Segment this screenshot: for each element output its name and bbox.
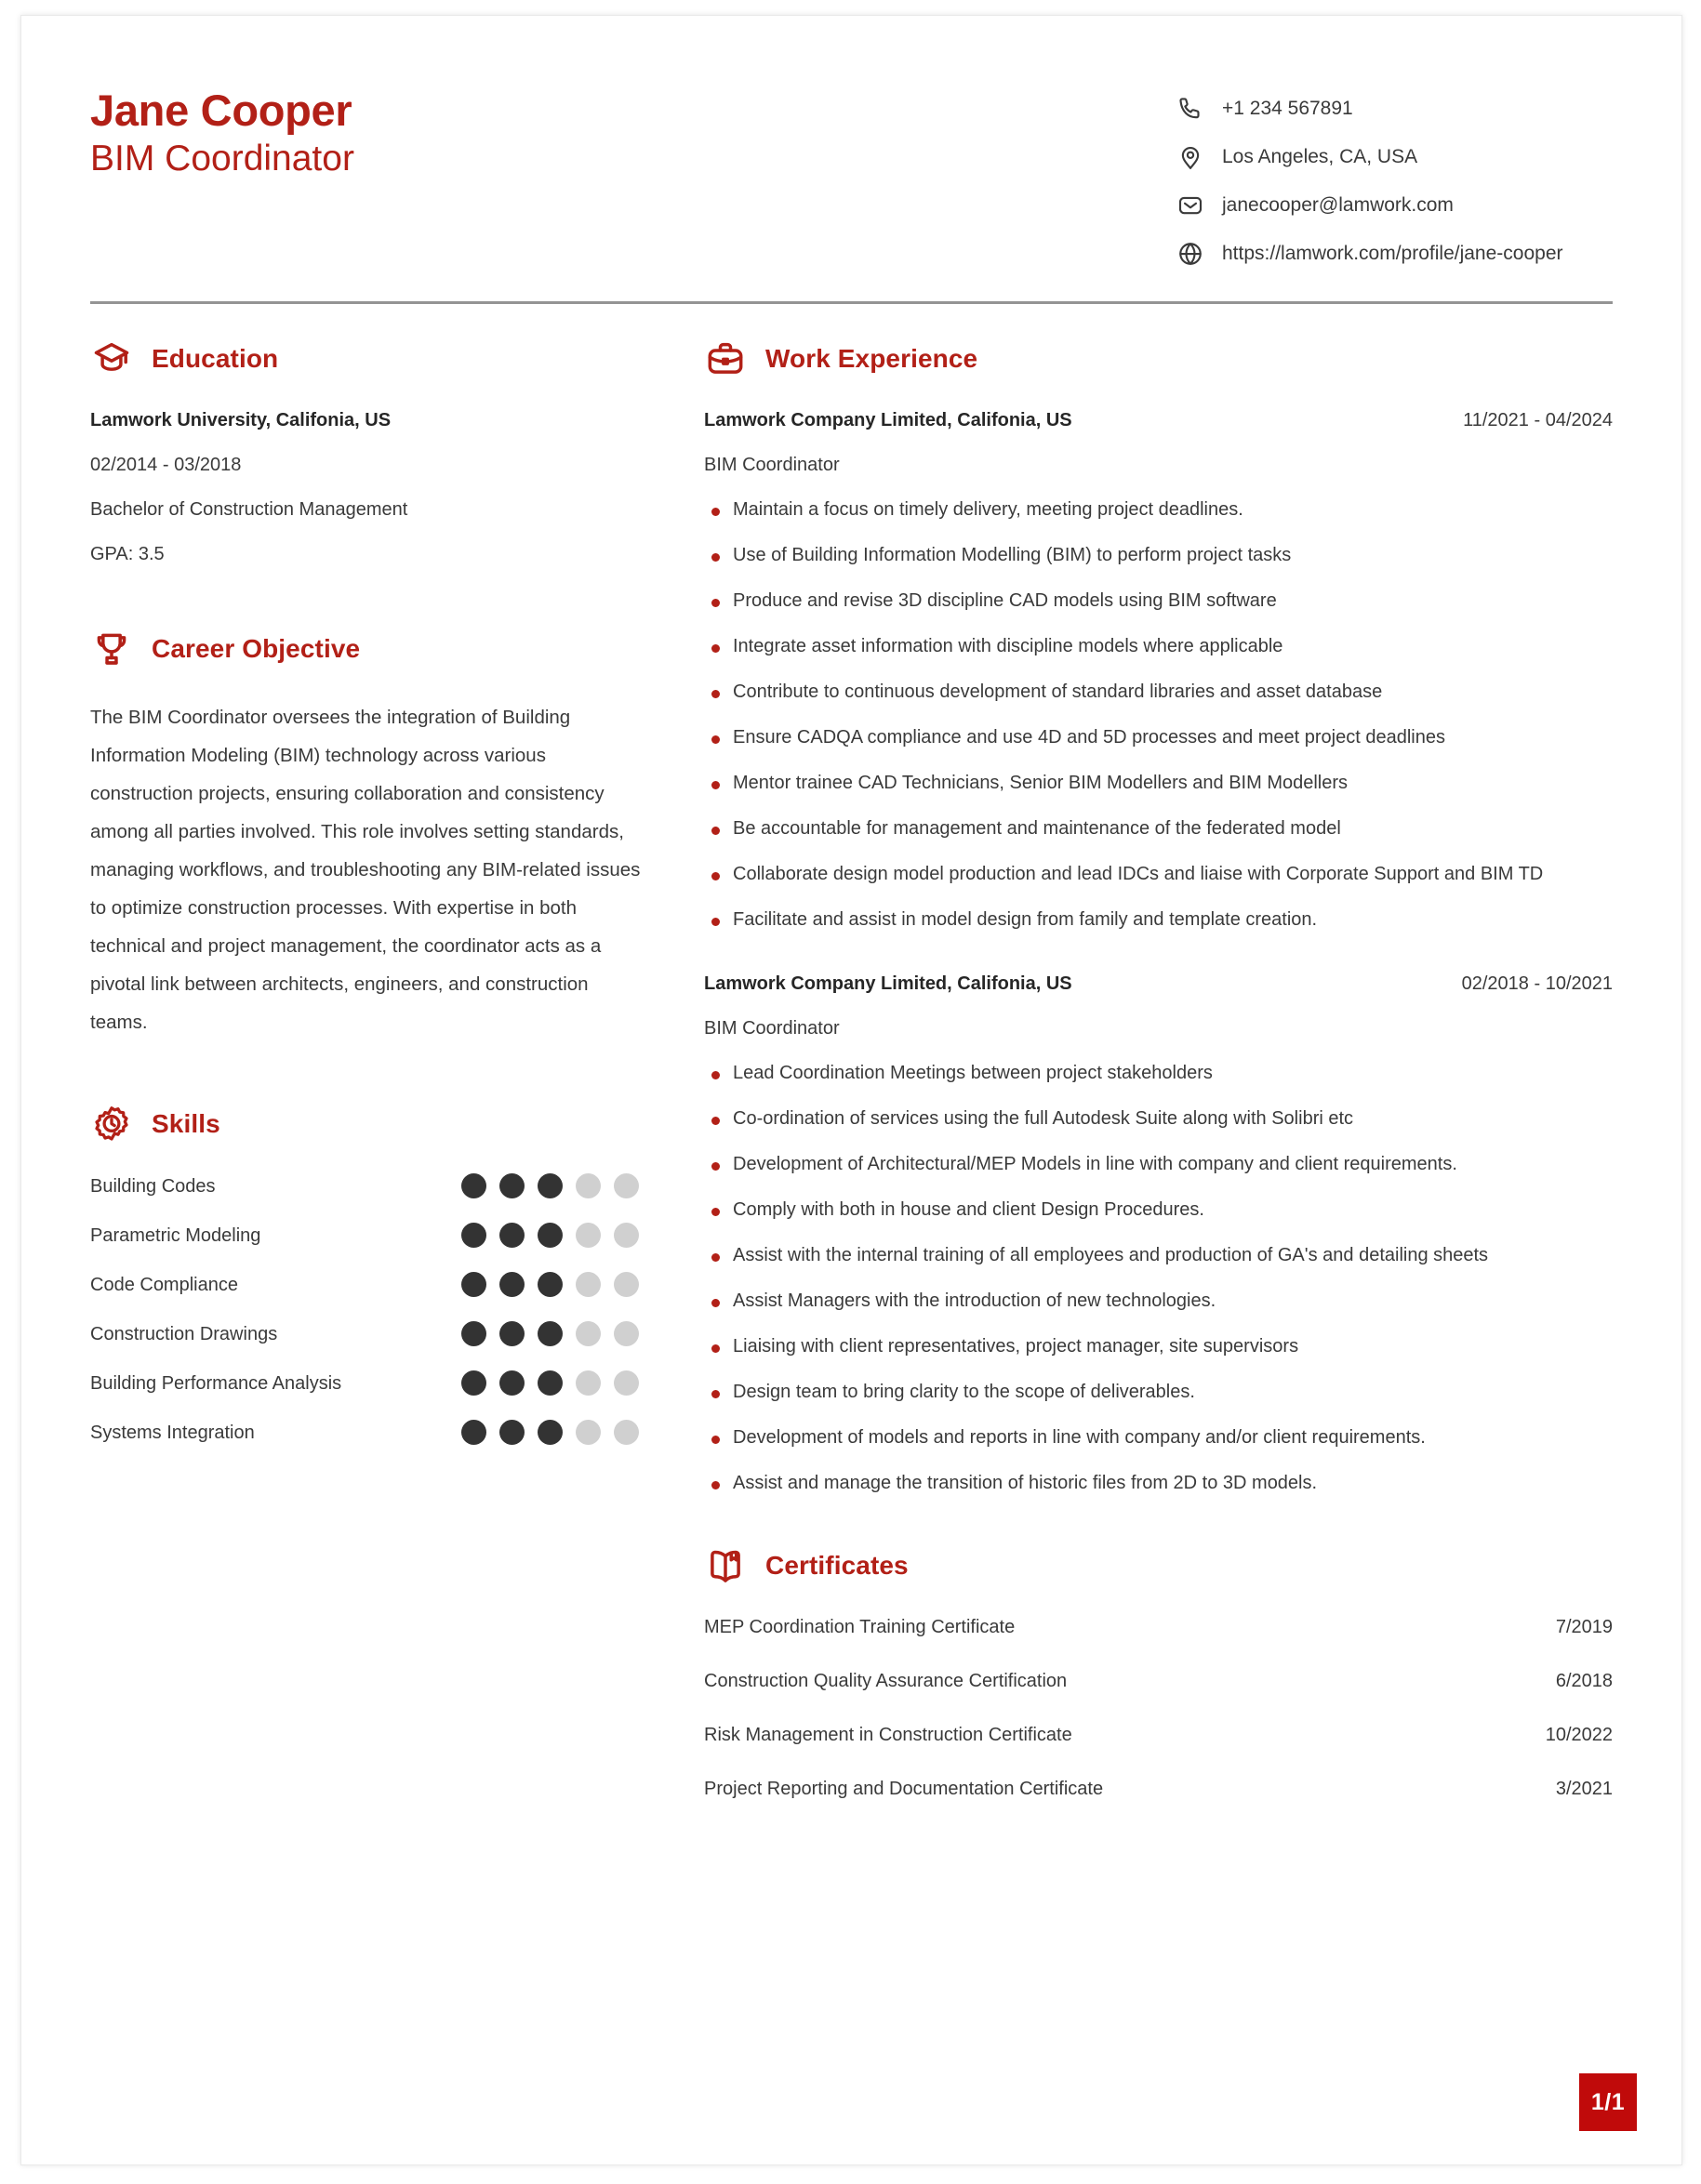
contact-website[interactable] <box>1176 239 1613 269</box>
skill-dot-empty <box>576 1272 601 1297</box>
skill-dot-filled <box>461 1223 486 1248</box>
job-bullet-text: Integrate asset information with discipline models where applicable <box>733 636 1283 656</box>
bullet-dot-icon <box>711 781 720 789</box>
open-book-icon <box>704 1544 747 1587</box>
resume-header <box>90 68 1613 269</box>
job-bullet <box>704 862 1613 887</box>
skill-dot-empty <box>576 1420 601 1445</box>
briefcase-icon <box>704 338 747 380</box>
job-role: BIM Coordinator <box>704 455 840 475</box>
job-bullet <box>704 1061 1613 1086</box>
contact-email[interactable] <box>1176 191 1613 220</box>
bullet-dot-icon <box>711 1436 720 1444</box>
job-bullet <box>704 1289 1613 1314</box>
skill-dot-filled <box>461 1420 486 1445</box>
skill-dot-filled <box>538 1420 563 1445</box>
skill-label: Construction Drawings <box>90 1323 278 1344</box>
contact-website-value: https://lamwork.com/profile/jane-cooper <box>1222 243 1563 265</box>
skill-dot-filled <box>538 1370 563 1396</box>
bullet-dot-icon <box>711 690 720 698</box>
skill-dot-filled <box>499 1321 525 1346</box>
skill-dot-empty <box>576 1223 601 1248</box>
job-bullet <box>704 1425 1613 1450</box>
job-bullet-text: Design team to bring clarity to the scope of deliverables. <box>733 1382 1195 1402</box>
spacer <box>90 570 648 628</box>
education-heading-row <box>90 338 648 380</box>
job-bullet-text: Facilitate and assist in model design from family and template creation. <box>733 909 1318 930</box>
education-dates: 02/2014 - 03/2018 <box>90 455 242 475</box>
job-bullet-text: Liaising with client representatives, project manager, site supervisors <box>733 1336 1299 1357</box>
contact-phone[interactable] <box>1176 94 1613 124</box>
certificate-date: 3/2021 <box>1555 1779 1613 1799</box>
resume-document <box>20 15 1682 2165</box>
job-bullet-text: Lead Coordination Meetings between project stakeholders <box>733 1063 1213 1083</box>
job-bullet <box>704 1380 1613 1405</box>
skill-dot-filled <box>538 1173 563 1198</box>
job-bullet-text: Development of models and reports in line with company and/or client requirements. <box>733 1427 1426 1448</box>
skill-dot-empty <box>614 1173 639 1198</box>
envelope-icon <box>1176 191 1205 220</box>
skill-dot-empty <box>614 1420 639 1445</box>
job-bullet <box>704 1152 1613 1177</box>
job-bullet <box>704 1243 1613 1268</box>
bullet-dot-icon <box>711 1117 720 1125</box>
certificates-heading-row <box>704 1544 1613 1587</box>
skill-dot-empty <box>576 1321 601 1346</box>
certificate-name: Risk Management in Construction Certificate <box>704 1725 1072 1745</box>
job-bullet <box>704 1471 1613 1496</box>
skill-row <box>90 1173 648 1198</box>
skill-label: Building Performance Analysis <box>90 1372 342 1394</box>
job-bullet-list <box>704 1061 1613 1496</box>
job-company: Lamwork Company Limited, Califonia, US <box>704 410 1072 430</box>
page-indicator-badge: 1/1 <box>1579 2073 1637 2131</box>
job-bullet <box>704 1106 1613 1132</box>
bullet-dot-icon <box>711 508 720 516</box>
job-bullet-list <box>704 497 1613 933</box>
right-column <box>704 338 1613 1831</box>
bullet-dot-icon <box>711 872 720 880</box>
skill-row <box>90 1321 648 1346</box>
skill-dot-filled <box>461 1370 486 1396</box>
contact-list <box>1176 83 1613 269</box>
contact-location[interactable] <box>1176 142 1613 172</box>
job-bullet-text: Mentor trainee CAD Technicians, Senior BIM Modellers and BIM Modellers <box>733 773 1349 793</box>
candidate-job-title: BIM Coordinator <box>90 138 354 179</box>
skill-label: Building Codes <box>90 1175 216 1197</box>
job-bullet <box>704 680 1613 705</box>
job-bullet <box>704 816 1613 841</box>
work-experience-title: Work Experience <box>765 344 978 373</box>
bullet-dot-icon <box>711 553 720 562</box>
job-bullet-text: Produce and revise 3D discipline CAD models using BIM software <box>733 590 1277 611</box>
certificate-date: 10/2022 <box>1545 1725 1613 1745</box>
job-bullet-text: Co-ordination of services using the full Autodesk Suite along with Solibri etc <box>733 1108 1354 1129</box>
skill-dot-filled <box>461 1173 486 1198</box>
certificate-row <box>704 1615 1613 1639</box>
certificates-list <box>704 1615 1613 1801</box>
bullet-dot-icon <box>711 918 720 926</box>
candidate-name: Jane Cooper <box>90 86 352 135</box>
career-objective-body: The BIM Coordinator oversees the integration of Building Information Modeling (BIM) technology across various construction projects, ensuring collaboration and consistency among all parties involved. This role involves setting standards, managing workflows, and troubleshooting any BIM-related issues to optimize construction processes. With expertise in both technical and project management, the coordinator acts as a pivotal link between architects, engineers, and construction teams. <box>90 707 641 1033</box>
job-bullet-text: Use of Building Information Modelling (BIM) to perform project tasks <box>733 545 1292 565</box>
job-bullet-text: Comply with both in house and client Design Procedures. <box>733 1199 1204 1220</box>
section-certificates <box>704 1544 1613 1801</box>
left-column <box>90 338 648 1831</box>
certificate-date: 6/2018 <box>1555 1671 1613 1691</box>
bullet-dot-icon <box>711 735 720 744</box>
work-experience-heading-row <box>704 338 1613 380</box>
skill-dot-filled <box>499 1370 525 1396</box>
globe-icon <box>1176 239 1205 269</box>
skill-rating <box>461 1321 639 1346</box>
job-bullet-text: Maintain a focus on timely delivery, meeting project deadlines. <box>733 499 1243 520</box>
job-bullet <box>704 725 1613 750</box>
bullet-dot-icon <box>711 1162 720 1171</box>
job-bullet <box>704 1334 1613 1359</box>
spacer <box>90 1045 648 1103</box>
bullet-dot-icon <box>711 1344 720 1353</box>
section-career-objective <box>90 628 648 1041</box>
skill-rating <box>461 1223 639 1248</box>
certificates-title: Certificates <box>765 1551 909 1580</box>
career-objective-title: Career Objective <box>152 634 361 663</box>
job-dates: 02/2018 - 10/2021 <box>1461 973 1613 994</box>
job-bullet <box>704 771 1613 796</box>
job-bullet-text: Be accountable for management and maintenance of the federated model <box>733 818 1341 839</box>
job-bullet <box>704 543 1613 568</box>
bullet-dot-icon <box>711 1390 720 1398</box>
skill-dot-empty <box>614 1370 639 1396</box>
skill-dot-filled <box>499 1272 525 1297</box>
identity-block <box>90 83 354 181</box>
section-education <box>90 338 648 566</box>
bullet-dot-icon <box>711 1208 720 1216</box>
gear-clock-icon <box>90 1103 133 1145</box>
skill-label: Code Compliance <box>90 1274 238 1295</box>
job-role: BIM Coordinator <box>704 1018 840 1039</box>
bullet-dot-icon <box>711 599 720 607</box>
job-bullet-text: Ensure CADQA compliance and use 4D and 5D processes and meet project deadlines <box>733 727 1445 748</box>
bullet-dot-icon <box>711 1481 720 1489</box>
job-bullet-text: Assist with the internal training of all employees and production of GA's and detailing sheets <box>733 1245 1489 1265</box>
job-bullet-text: Assist and manage the transition of historic files from 2D to 3D models. <box>733 1473 1318 1493</box>
skill-dot-filled <box>538 1223 563 1248</box>
skill-dot-empty <box>614 1272 639 1297</box>
education-school: Lamwork University, Califonia, US <box>90 410 392 430</box>
certificate-row <box>704 1777 1613 1801</box>
spacer <box>704 953 1613 972</box>
skill-dot-filled <box>499 1173 525 1198</box>
certificate-name: Construction Quality Assurance Certification <box>704 1671 1068 1691</box>
job-bullet-text: Collaborate design model production and lead IDCs and liaise with Corporate Support and BIM TD <box>733 864 1544 884</box>
skill-row <box>90 1420 648 1445</box>
job-bullet <box>704 497 1613 523</box>
certificate-row <box>704 1669 1613 1693</box>
trophy-icon <box>90 628 133 670</box>
skill-dot-empty <box>614 1223 639 1248</box>
contact-phone-value: +1 234 567891 <box>1222 98 1353 120</box>
skills-heading-row <box>90 1103 648 1145</box>
skill-dot-filled <box>538 1321 563 1346</box>
job-company: Lamwork Company Limited, Califonia, US <box>704 973 1072 994</box>
job-bullet-text: Contribute to continuous development of standard libraries and asset database <box>733 682 1383 702</box>
bullet-dot-icon <box>711 1071 720 1079</box>
career-objective-heading-row <box>90 628 648 670</box>
contact-email-value: janecooper@lamwork.com <box>1222 194 1454 217</box>
section-work-experience <box>704 338 1613 1496</box>
education-degree: Bachelor of Construction Management <box>90 499 408 520</box>
skill-dot-empty <box>576 1370 601 1396</box>
skill-row <box>90 1272 648 1297</box>
skill-dot-filled <box>461 1272 486 1297</box>
graduation-cap-icon <box>90 338 133 380</box>
skills-list <box>90 1173 648 1445</box>
job-bullet <box>704 1198 1613 1223</box>
jobs-list <box>704 408 1613 1496</box>
skill-dot-filled <box>461 1321 486 1346</box>
job-entry <box>704 408 1613 933</box>
job-bullet-text: Assist Managers with the introduction of new technologies. <box>733 1291 1216 1311</box>
bullet-dot-icon <box>711 827 720 835</box>
job-bullet <box>704 634 1613 659</box>
job-bullet <box>704 589 1613 614</box>
job-header <box>704 408 1613 432</box>
job-bullet-text: Development of Architectural/MEP Models in line with company and client requirements. <box>733 1154 1457 1174</box>
skill-label: Parametric Modeling <box>90 1224 261 1246</box>
job-header <box>704 972 1613 996</box>
bullet-dot-icon <box>711 1299 720 1307</box>
job-bullet <box>704 907 1613 933</box>
skill-label: Systems Integration <box>90 1422 255 1443</box>
bullet-dot-icon <box>711 1253 720 1262</box>
skill-row <box>90 1223 648 1248</box>
skill-row <box>90 1370 648 1396</box>
resume-body <box>90 304 1613 1831</box>
certificate-row <box>704 1723 1613 1747</box>
skill-rating <box>461 1173 639 1198</box>
phone-icon <box>1176 94 1205 124</box>
skill-rating <box>461 1272 639 1297</box>
skill-dot-filled <box>499 1420 525 1445</box>
job-dates: 11/2021 - 04/2024 <box>1463 410 1613 430</box>
location-pin-icon <box>1176 142 1205 172</box>
skills-title: Skills <box>152 1109 220 1138</box>
certificate-date: 7/2019 <box>1555 1617 1613 1637</box>
job-entry <box>704 972 1613 1496</box>
skill-rating <box>461 1420 639 1445</box>
bullet-dot-icon <box>711 644 720 653</box>
contact-location-value: Los Angeles, CA, USA <box>1222 146 1418 168</box>
skill-dot-filled <box>499 1223 525 1248</box>
section-skills <box>90 1103 648 1445</box>
education-title: Education <box>152 344 279 373</box>
skill-dot-empty <box>576 1173 601 1198</box>
certificate-name: Project Reporting and Documentation Certificate <box>704 1779 1104 1799</box>
skill-rating <box>461 1370 639 1396</box>
certificate-name: MEP Coordination Training Certificate <box>704 1617 1016 1637</box>
skill-dot-filled <box>538 1272 563 1297</box>
skill-dot-empty <box>614 1321 639 1346</box>
education-gpa: GPA: 3.5 <box>90 544 165 564</box>
